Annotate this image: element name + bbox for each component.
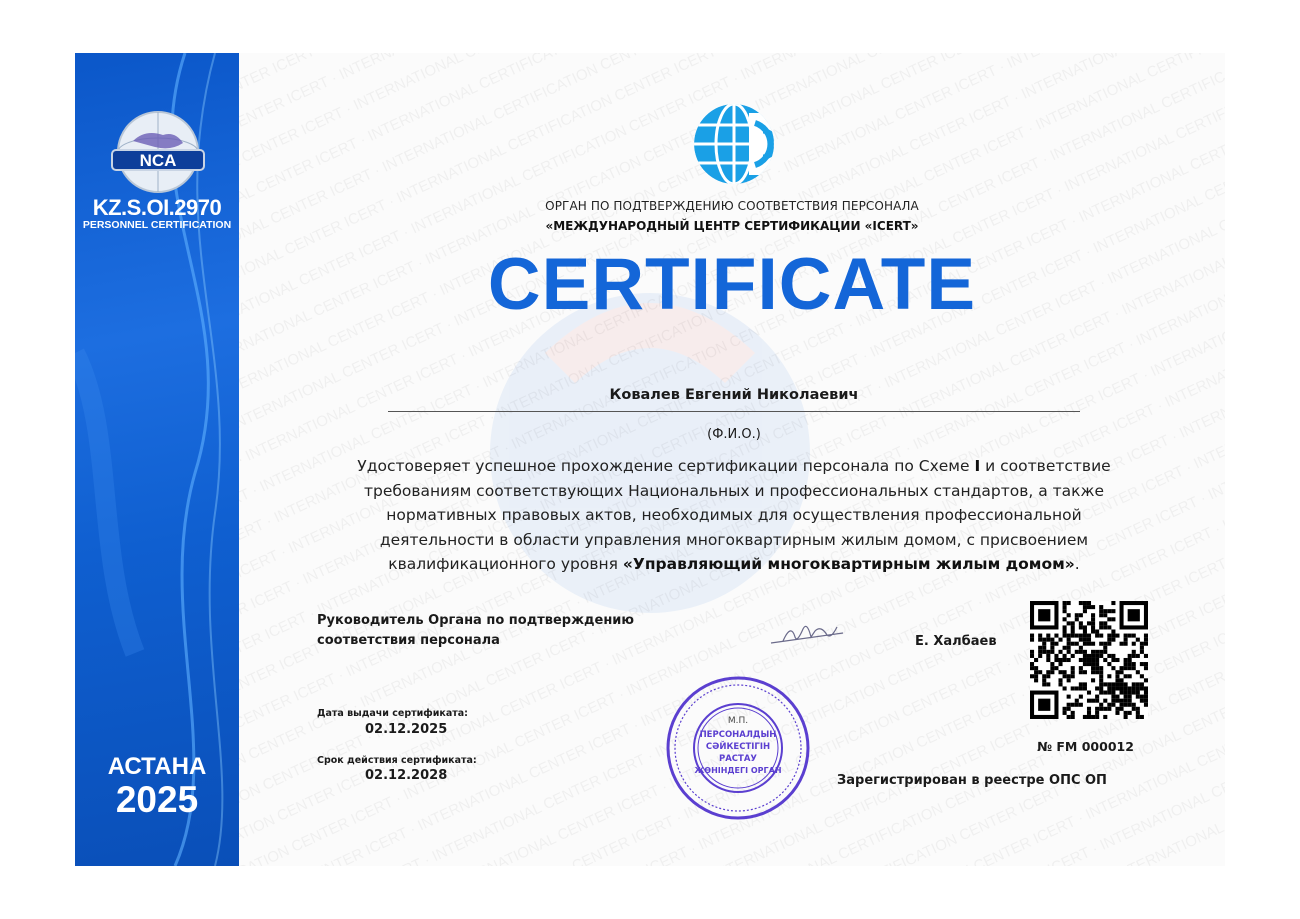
qualification-level: «Управляющий многоквартирным жилым домом» bbox=[622, 555, 1075, 573]
city-label: АСТАНА bbox=[107, 753, 207, 780]
accreditation-code: KZ.S.OI.2970 bbox=[92, 195, 222, 220]
handwritten-signature bbox=[767, 619, 847, 649]
name-caption: (Ф.И.О.) bbox=[707, 427, 761, 442]
signatory-role-line1: Руководитель Органа по подтверждению bbox=[317, 613, 635, 628]
svg-text:СӘЙКЕСТІГІН: СӘЙКЕСТІГІН bbox=[705, 742, 771, 752]
official-stamp bbox=[665, 675, 811, 821]
svg-text:РАСТАУ: РАСТАУ bbox=[719, 754, 757, 764]
issue-date-value: 02.12.2025 bbox=[365, 722, 448, 737]
valid-until-label: Срок действия сертификата: bbox=[317, 755, 477, 766]
org-name-line1: ОРГАН ПО ПОДТВЕРЖДЕНИЮ СООТВЕТСТВИЯ ПЕРСОНАЛА bbox=[545, 199, 919, 213]
statement-line3: нормативных правовых актов, необходимых для осуществления профессиональной bbox=[386, 506, 1082, 524]
holder-name: Ковалев Евгений Николаевич bbox=[609, 387, 859, 403]
statement-line1-end: и соответствие bbox=[980, 457, 1111, 475]
signatory-role-line2: соответствия персонала bbox=[317, 633, 500, 648]
issue-date-label: Дата выдачи сертификата: bbox=[317, 708, 468, 719]
certification-statement bbox=[299, 454, 1169, 577]
statement-line5: квалификационного уровня bbox=[388, 555, 623, 573]
registration-number: № FM 000012 bbox=[1037, 739, 1134, 754]
nca-logo bbox=[75, 53, 239, 193]
scheme-number: I bbox=[974, 457, 981, 475]
statement-line4: деятельности в области управления многоквартирным жилым домом, с присвоением bbox=[379, 530, 1089, 549]
signatory-role bbox=[317, 611, 697, 651]
sidebar-band bbox=[75, 53, 239, 866]
certificate bbox=[75, 53, 1225, 866]
svg-text:ЖӨНІНДЕГІ ОРГАН: ЖӨНІНДЕГІ ОРГАН bbox=[694, 766, 782, 775]
svg-text:NCA: NCA bbox=[139, 151, 177, 170]
statement-line5-end: . bbox=[1074, 555, 1080, 573]
registry-statement: Зарегистрирован в реестре ОПС ОП bbox=[837, 773, 1107, 788]
svg-text:М.П.: М.П. bbox=[727, 716, 749, 726]
statement-line1: Удостоверяет успешное прохождение сертификации персонала по Схеме bbox=[357, 457, 975, 475]
name-underline bbox=[388, 411, 1080, 412]
statement-line2: требованиям соответствующих Национальных и профессиональных стандартов, а также bbox=[363, 481, 1105, 500]
svg-text:ПЕРСОНАЛДЫН: ПЕРСОНАЛДЫН bbox=[699, 730, 777, 740]
year-label: 2025 bbox=[115, 779, 199, 820]
valid-until-value: 02.12.2028 bbox=[365, 768, 448, 783]
qr-code bbox=[1030, 601, 1148, 719]
accreditation-type: PERSONNEL CERTIFICATION bbox=[82, 219, 232, 231]
org-name-line2: «МЕЖДУНАРОДНЫЙ ЦЕНТР СЕРТИФИКАЦИИ «ICERT» bbox=[545, 219, 919, 233]
certificate-title: CERTIFICATE bbox=[487, 244, 977, 325]
certificate-body bbox=[239, 53, 1225, 866]
icert-globe-logo bbox=[693, 103, 775, 185]
signatory-name: Е. Халбаев bbox=[915, 634, 997, 649]
